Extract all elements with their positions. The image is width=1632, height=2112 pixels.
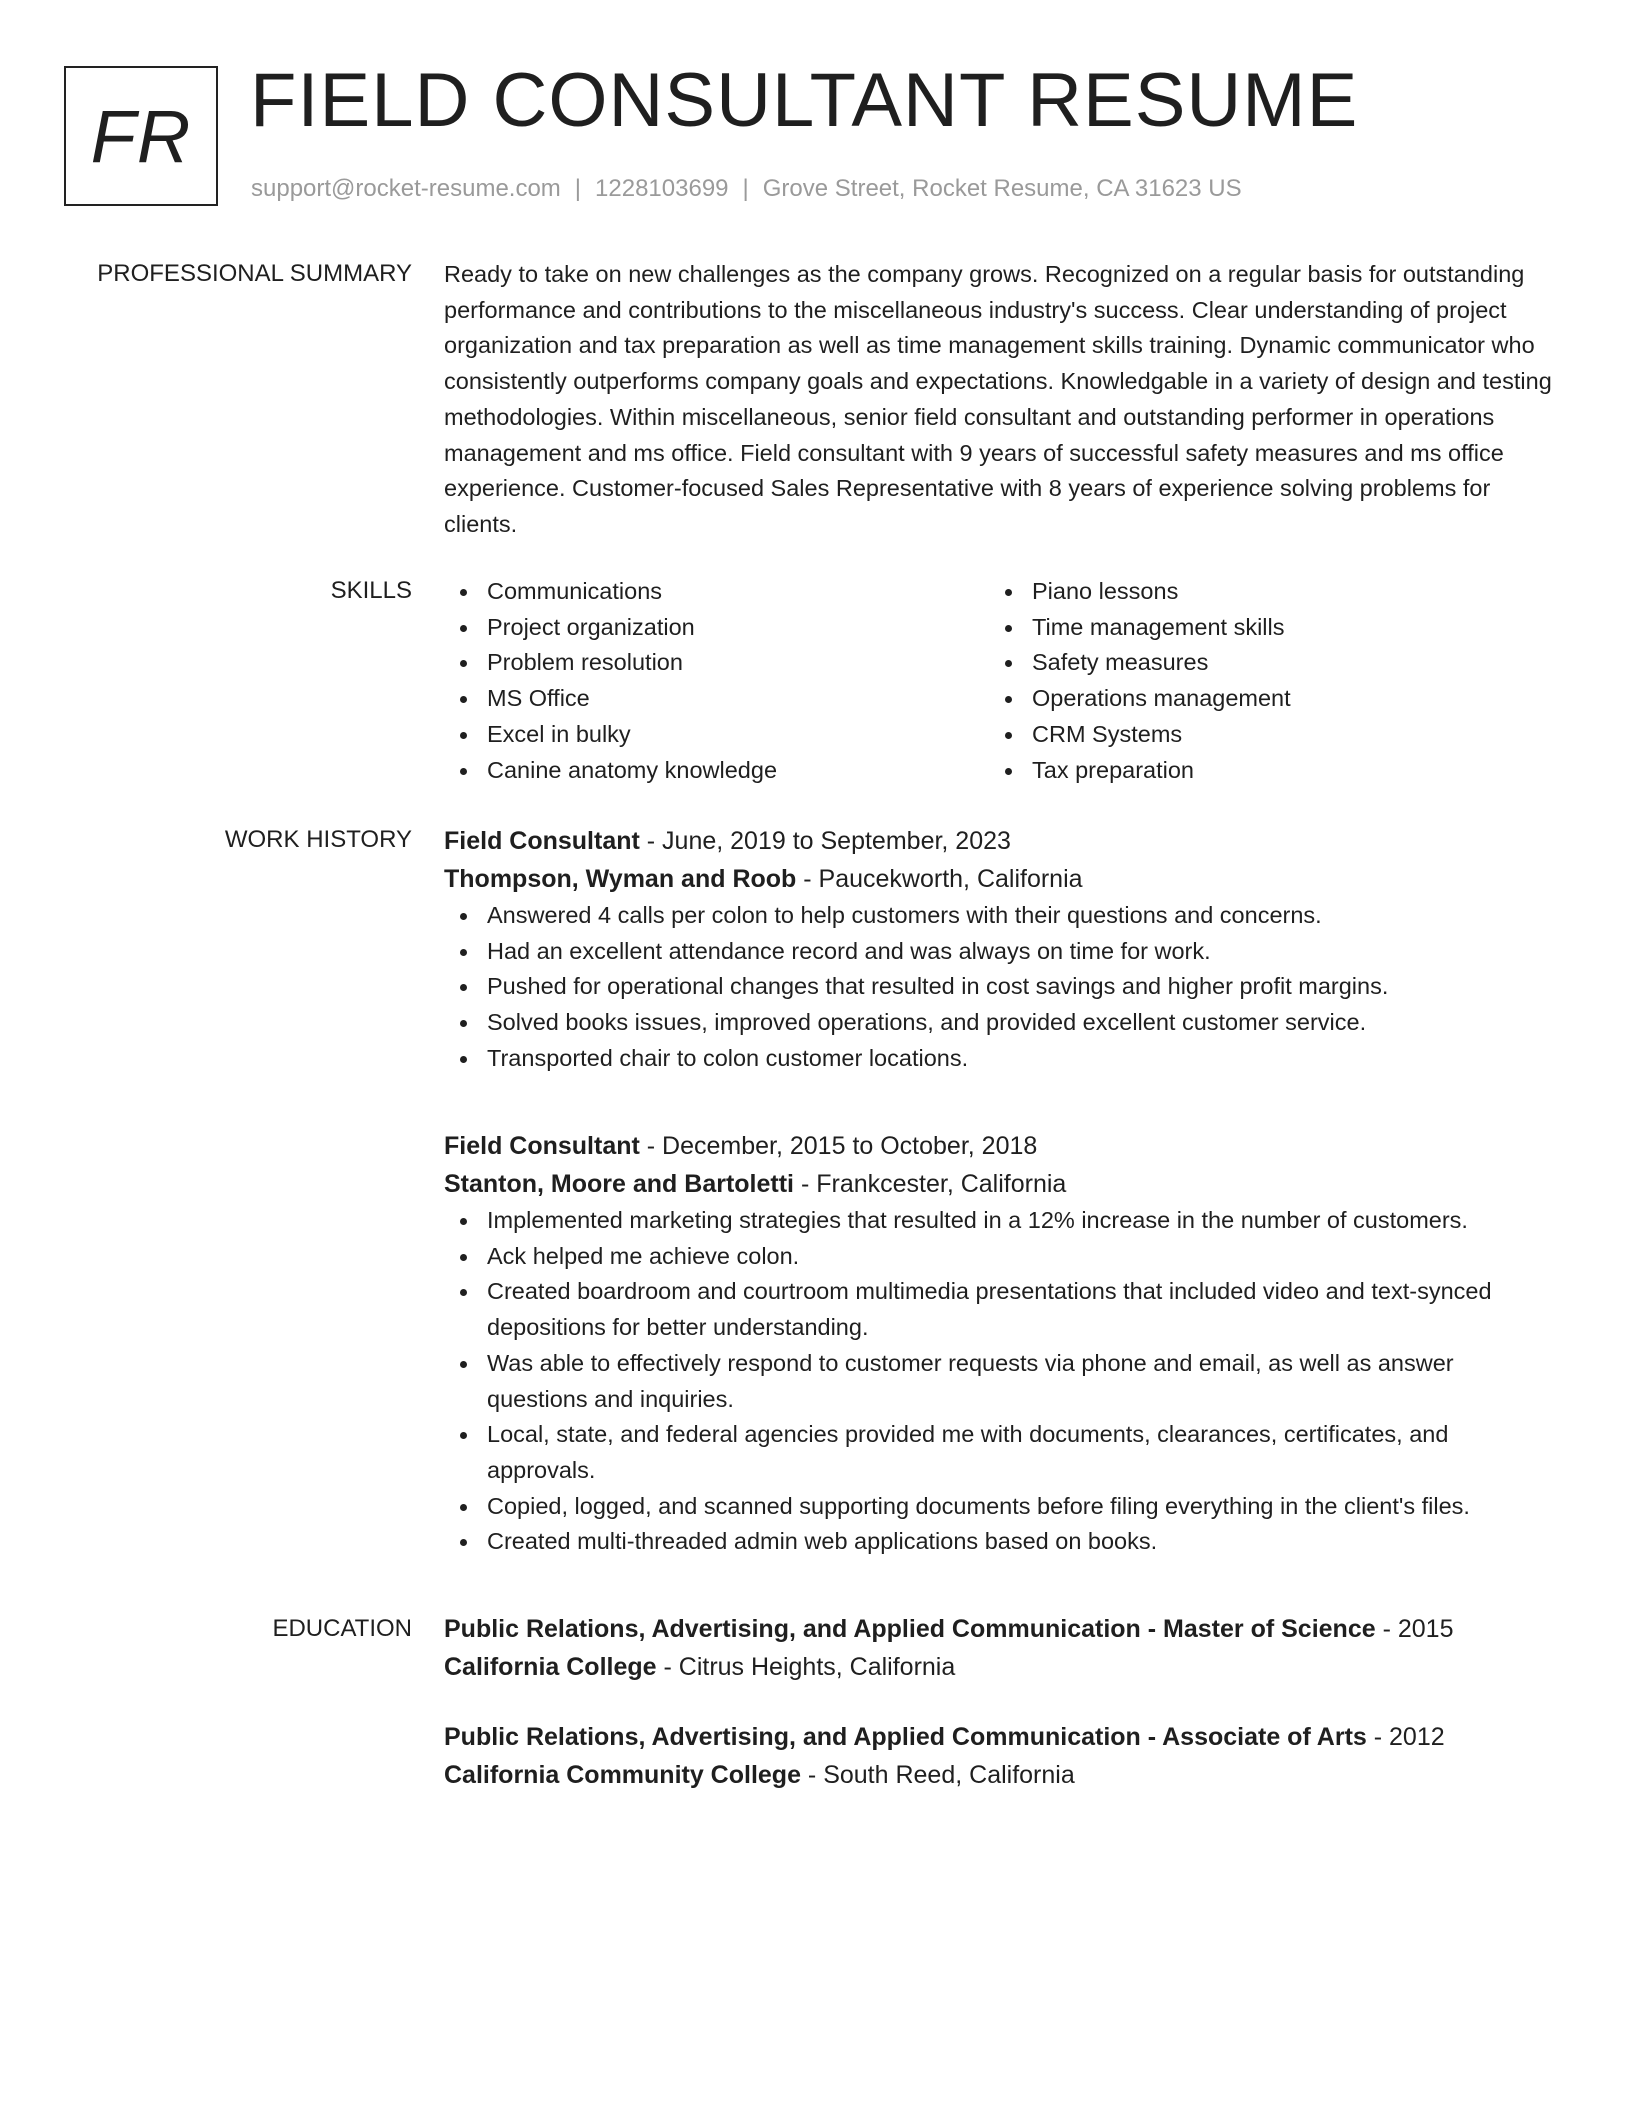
job-duty-item: Answered 4 calls per colon to help customers with their questions and concerns. xyxy=(444,898,1554,934)
job-duty-item: Local, state, and federal agencies provided me with documents, clearances, certificates, and approvals. xyxy=(444,1417,1554,1488)
skill-item: CRM Systems xyxy=(989,717,1534,753)
skills-list-left xyxy=(444,574,989,788)
school-location: - South Reed, California xyxy=(800,1761,1075,1789)
school-line xyxy=(444,1648,1554,1686)
skills-list-right xyxy=(989,574,1534,788)
skill-item: Operations management xyxy=(989,681,1534,717)
school-line xyxy=(444,1756,1554,1794)
section-label-skills: SKILLS xyxy=(330,577,412,604)
skill-item: MS Office xyxy=(444,681,989,717)
job-duty-item: Created multi-threaded admin web applications based on books. xyxy=(444,1524,1554,1560)
skill-item: Tax preparation xyxy=(989,753,1534,789)
job-duties-list xyxy=(444,898,1554,1077)
job-dates: - December, 2015 to October, 2018 xyxy=(639,1132,1038,1160)
school-name: California Community College xyxy=(444,1761,801,1789)
skill-item: Piano lessons xyxy=(989,574,1534,610)
job-duties-list xyxy=(444,1203,1554,1560)
job-duty-item: Created boardroom and courtroom multimedia presentations that included video and text-synced depositions for better understanding. xyxy=(444,1274,1554,1345)
job-entry-1 xyxy=(444,822,1554,1077)
skills-section xyxy=(444,574,1554,788)
education-entry-1 xyxy=(444,1610,1554,1686)
skill-item: Project organization xyxy=(444,610,989,646)
skill-item: Safety measures xyxy=(989,645,1534,681)
section-label-summary: PROFESSIONAL SUMMARY xyxy=(97,260,412,287)
section-label-education: EDUCATION xyxy=(272,1615,412,1642)
skill-item: Time management skills xyxy=(989,610,1534,646)
job-duty-item: Copied, logged, and scanned supporting documents before filing everything in the client's files. xyxy=(444,1489,1554,1525)
job-title: Field Consultant xyxy=(444,1132,640,1160)
job-title: Field Consultant xyxy=(444,827,640,855)
job-company-line xyxy=(444,1165,1554,1203)
job-entry-2 xyxy=(444,1127,1554,1560)
summary-text: Ready to take on new challenges as the company grows. Recognized on a regular basis for outstanding performance and contributions to the miscellaneous industry's success. Clear understanding of project organization and tax preparation as well as time management skills training. Dynamic communicator who consistently outperforms company goals and expectations. Knowledgable in a variety of design and testing methodologies. Within miscellaneous, senior field consultant and outstanding performer in operations management and ms office. Field consultant with 9 years of successful safety measures and ms office experience. Customer-focused Sales Representative with 8 years of experience solving problems for clients. xyxy=(444,261,1552,537)
degree-name: Public Relations, Advertising, and Applied Communication - Associate of Arts xyxy=(444,1723,1367,1751)
job-duty-item: Solved books issues, improved operations, and provided excellent customer service. xyxy=(444,1005,1554,1041)
section-label-work-history: WORK HISTORY xyxy=(224,826,412,853)
degree-year: - 2015 xyxy=(1375,1615,1454,1643)
contact-separator: | xyxy=(574,175,582,202)
skill-item: Communications xyxy=(444,574,989,610)
degree-name: Public Relations, Advertising, and Applied Communication - Master of Science xyxy=(444,1615,1376,1643)
skill-item: Problem resolution xyxy=(444,645,989,681)
degree-year: - 2012 xyxy=(1366,1723,1445,1751)
school-location: - Citrus Heights, California xyxy=(656,1653,956,1681)
job-location: - Frankcester, California xyxy=(794,1170,1067,1198)
job-title-line xyxy=(444,1127,1554,1165)
contact-separator: | xyxy=(742,175,749,202)
contact-phone: 1228103699 xyxy=(595,175,729,202)
resume-title: FIELD CONSULTANT RESUME xyxy=(250,58,1359,143)
initials-monogram: FR xyxy=(64,66,218,206)
degree-line xyxy=(444,1610,1554,1648)
contact-email: support@rocket-resume.com xyxy=(251,175,561,202)
degree-line xyxy=(444,1718,1554,1756)
job-company: Stanton, Moore and Bartoletti xyxy=(444,1170,794,1198)
summary-section xyxy=(444,257,1554,543)
job-location: - Paucekworth, California xyxy=(796,865,1083,893)
job-duty-item: Had an excellent attendance record and was always on time for work. xyxy=(444,934,1554,970)
school-name: California College xyxy=(444,1653,657,1681)
job-company-line xyxy=(444,860,1554,898)
skill-item: Excel in bulky xyxy=(444,717,989,753)
education-entry-2 xyxy=(444,1718,1554,1794)
job-company: Thompson, Wyman and Roob xyxy=(444,865,797,893)
skill-item: Canine anatomy knowledge xyxy=(444,753,989,789)
job-duty-item: Ack helped me achieve colon. xyxy=(444,1239,1554,1275)
contact-address: Grove Street, Rocket Resume, CA 31623 US xyxy=(762,175,1242,202)
job-duty-item: Transported chair to colon customer locations. xyxy=(444,1041,1554,1077)
job-dates: - June, 2019 to September, 2023 xyxy=(639,827,1011,855)
job-duty-item: Pushed for operational changes that resulted in cost savings and higher profit margins. xyxy=(444,969,1554,1005)
job-duty-item: Was able to effectively respond to customer requests via phone and email, as well as answer questions and inquiries. xyxy=(444,1346,1554,1417)
contact-line xyxy=(251,172,1242,206)
job-duty-item: Implemented marketing strategies that resulted in a 12% increase in the number of customers. xyxy=(444,1203,1554,1239)
job-title-line xyxy=(444,822,1554,860)
